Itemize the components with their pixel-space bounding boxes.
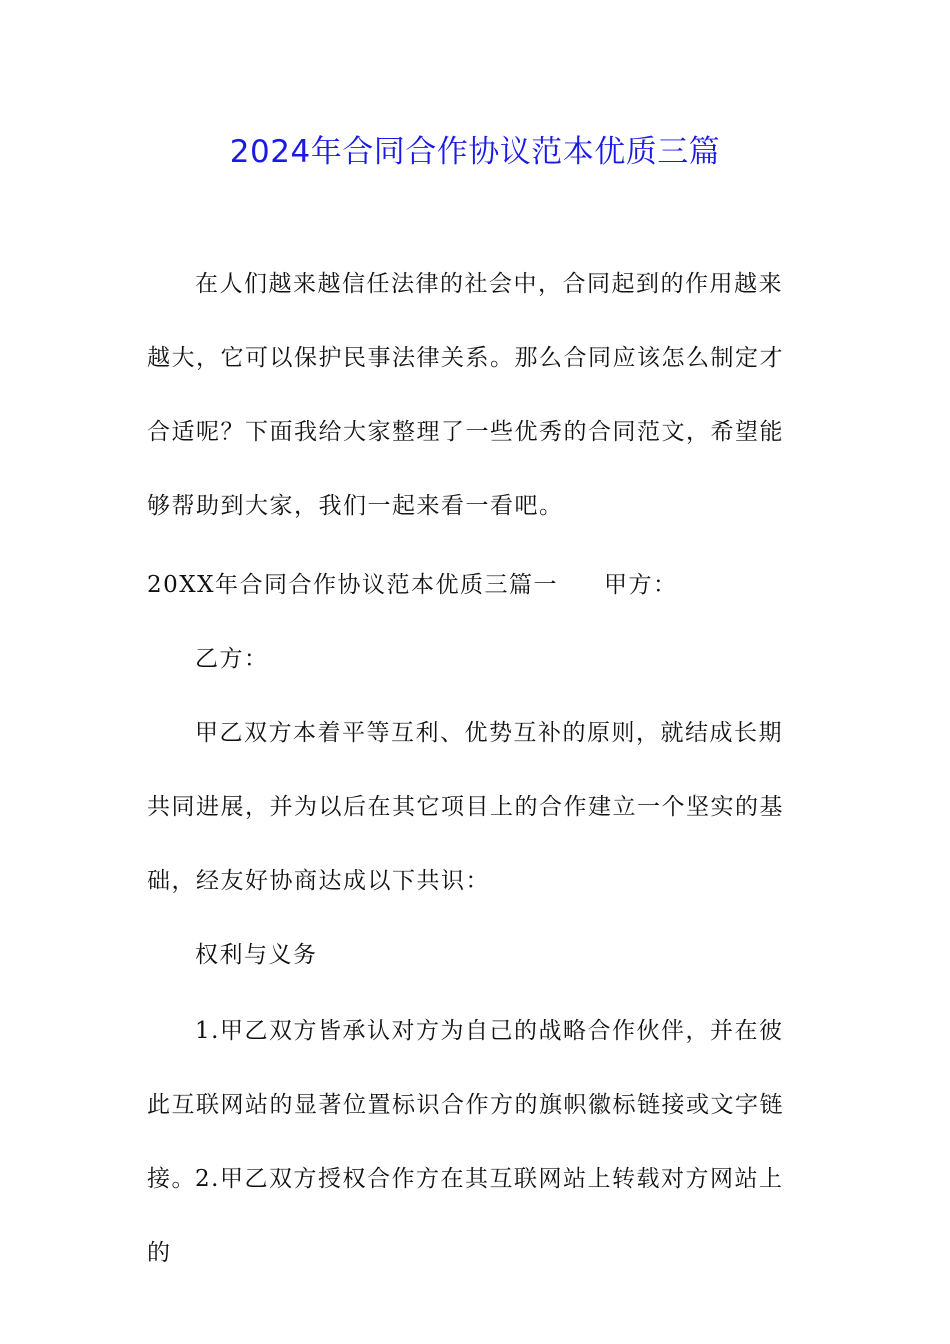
party-a-label: 甲方：	[604, 572, 678, 598]
rights-heading: 权利与义务	[195, 942, 318, 968]
section-heading: 20XX年合同合作协议范本优质三篇一	[147, 572, 559, 598]
intro-paragraph: 在人们越来越信任法律的社会中，合同起到的作用越来越大，它可以保护民事法律关系。那么合同应该怎么制定才合适呢？下面我给大家整理了一些优秀的合同范文，希望能够帮助到大家，我们一起来看一看吧。	[147, 271, 784, 519]
clause-2-paragraph: 2.甲乙双方授权合作方在其互联网站上转载对方网站上的	[147, 1166, 784, 1266]
document-title: 2024年合同合作协议范本优质三篇	[229, 134, 721, 170]
section-heading-line	[147, 565, 678, 605]
preamble-paragraph: 甲乙双方本着平等互利、优势互补的原则，就结成长期共同进展，并为以后在其它项目上的合作建立一个坚实的基础，经友好协商达成以下共识：	[147, 720, 784, 894]
party-b-label: 乙方：	[195, 646, 269, 672]
clause-1-paragraph: 1.甲乙双方皆承认对方为自己的战略合作伙伴，并在彼此互联网站的显著位置标识合作方的旗帜徽标链接或文字链接。	[147, 1018, 784, 1192]
